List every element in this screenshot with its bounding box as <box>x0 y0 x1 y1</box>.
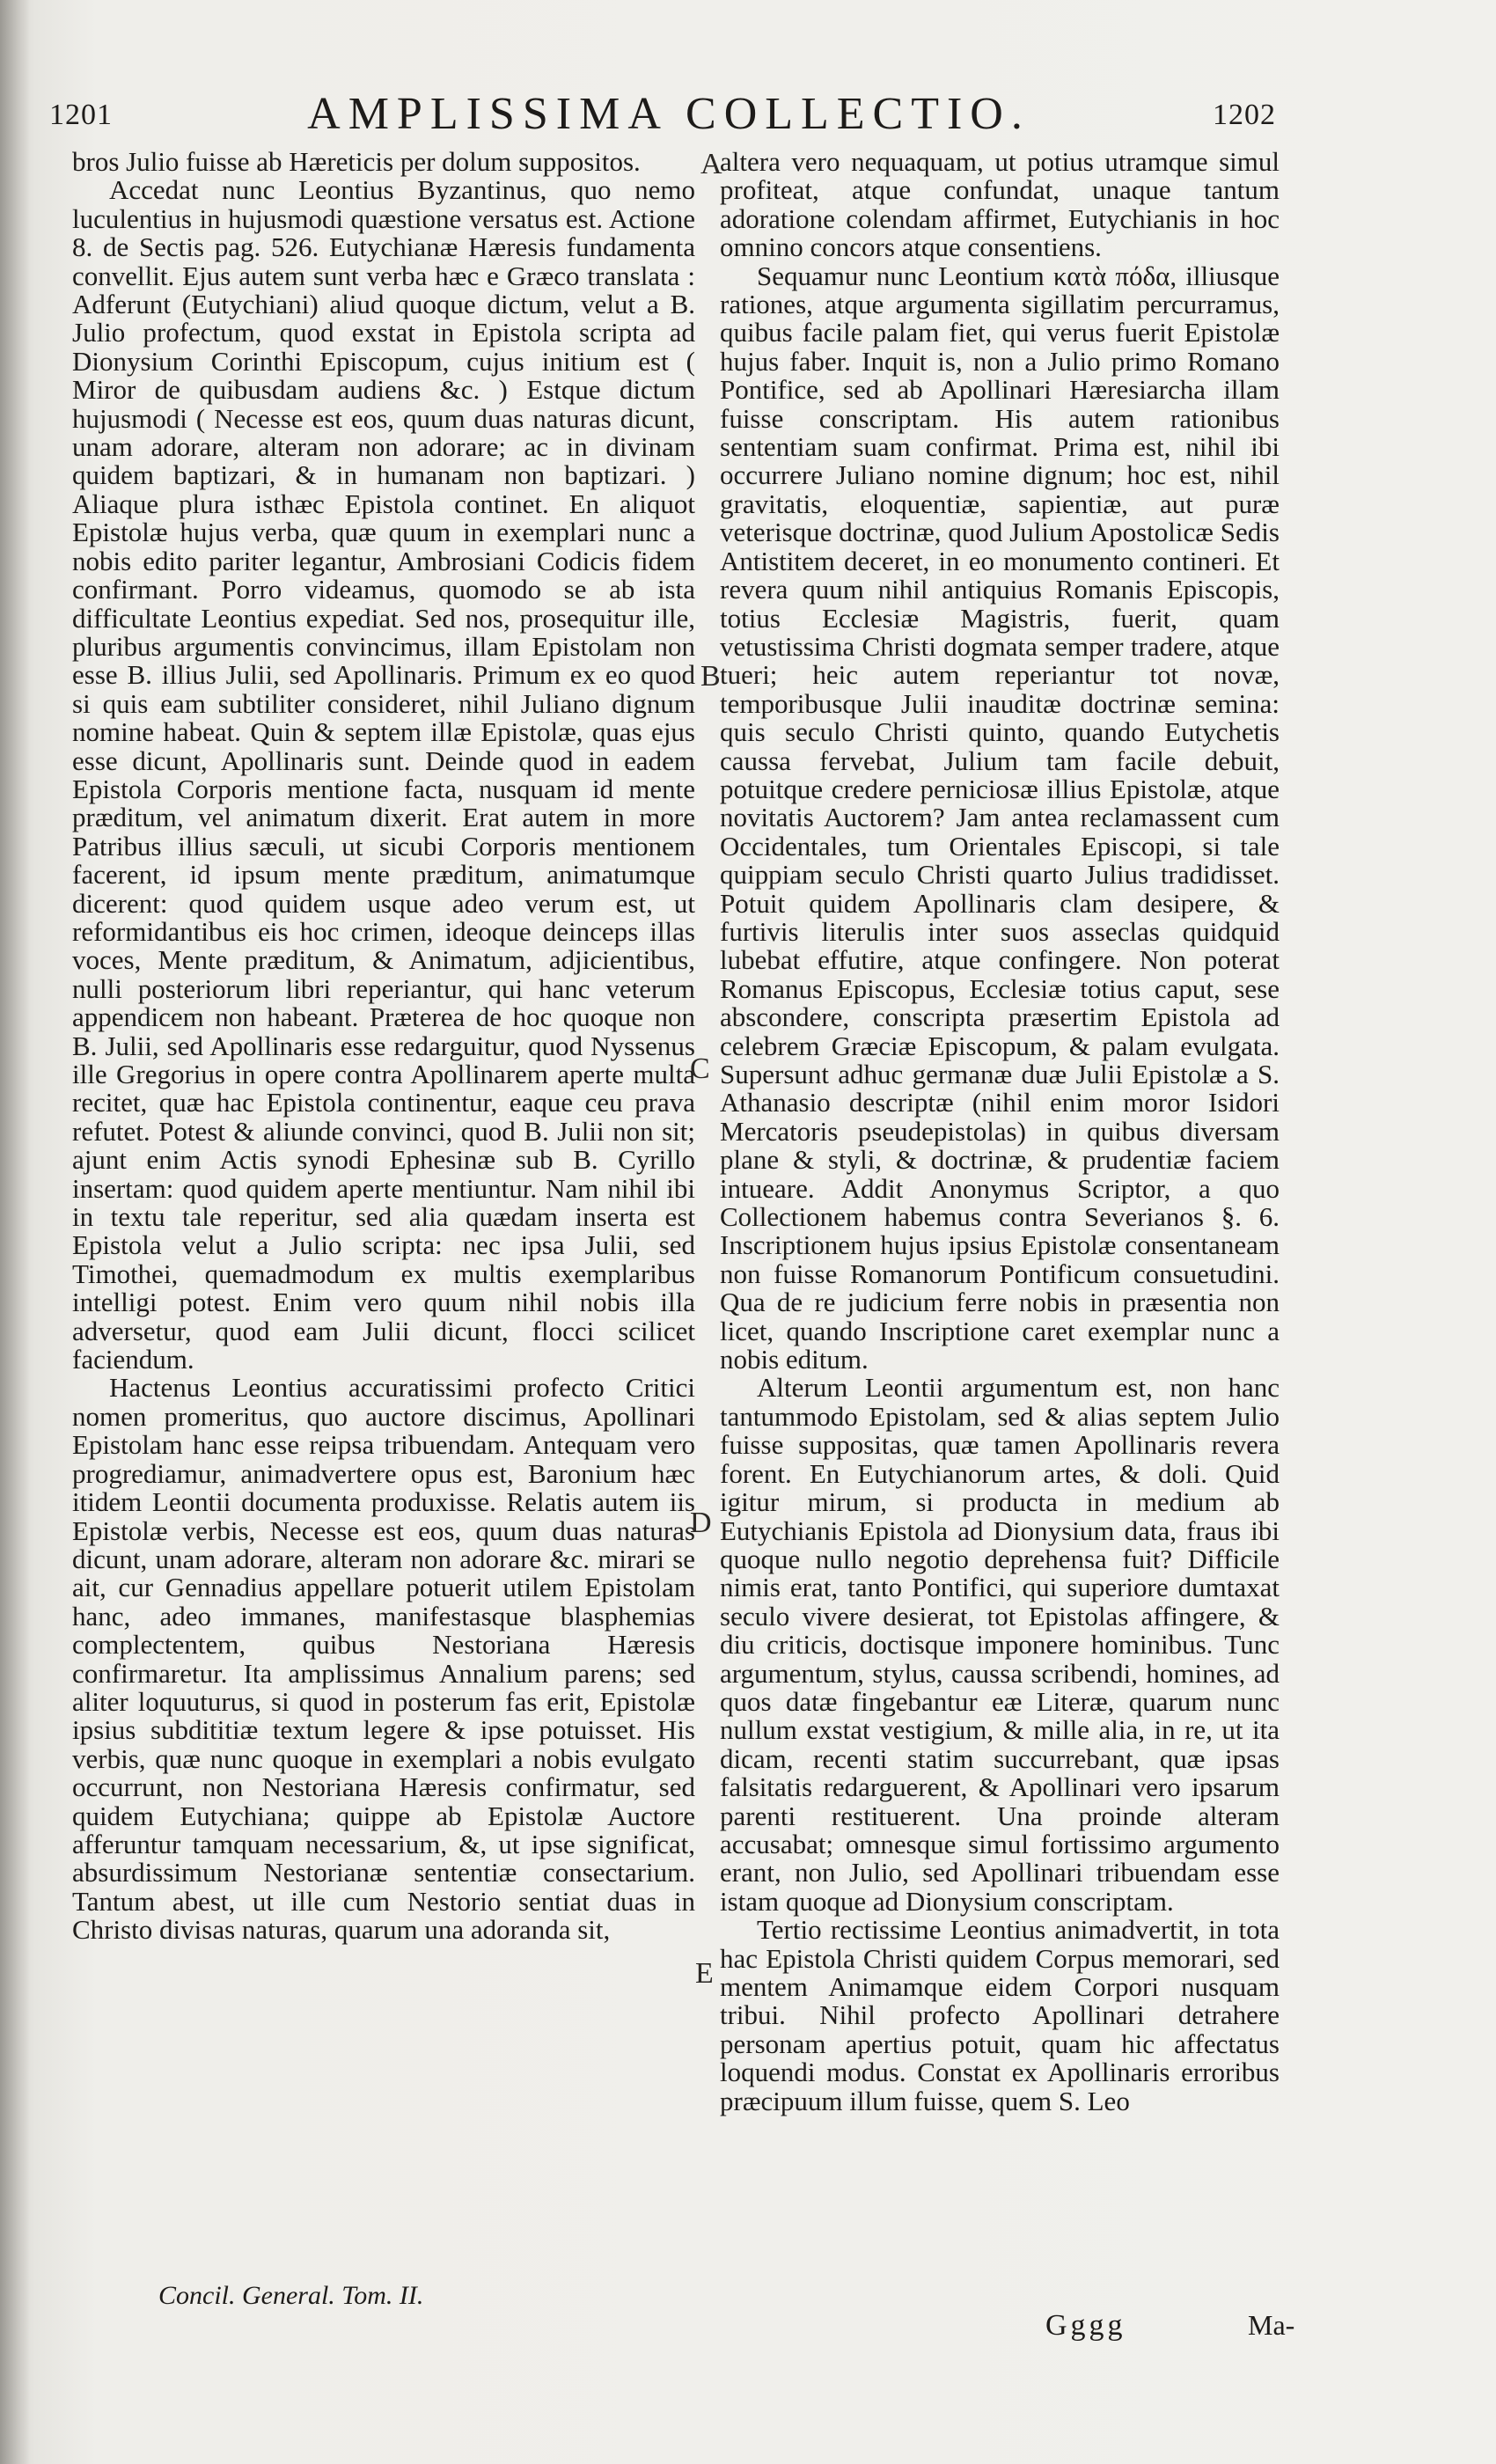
right-paragraph-3: Alterum Leontii argumentum est, non hanc tantummodo Epistolam, sed & alias septem Julio fuisse suppositas, quæ tamen Apollinaris revera forent. En Eutychianorum artes, & doli. Quid igitur mirum, si producta in medium ab Eutychianis Epistola ad Dionysium data, fraus ibi quoque nullo negotio deprehensa fuit? Difficile nimis erat, tanto Pontifici, qui superiore dumtaxat seculo vivere desierat, tot Epistolas affingere, & diu criticis, doctisque imponere hominibus. Tunc argumentum, stylus, caussa scribendi, homines, ad quos datæ fingebantur eæ Literæ, quarum nunc nullum exstat vestigium, & mille alia, in re, ut ita dicam, recenti statim succurrebant, quæ ipsas falsitatis redarguerent, & Apollinari vero ipsarum parenti restituerent. Una proinde alteram accusabat; omnesque simul fortissimo argumento erant, non Julio, sed Apollinari tribuendam esse istam quoque ad Dionysium conscriptam. <box>720 1372 1280 1917</box>
left-column <box>72 148 695 1945</box>
running-head-title: AMPLISSIMA COLLECTIO. <box>307 89 1030 139</box>
left-paragraph-3: Hactenus Leontius accuratissimi profecto Critici nomen promeritus, quo auctore discimus, Apollinari Epistolam hanc esse reipsa tribuendam. Antequam vero progrediamur, animadvertere opus est, Baronium hæc itidem Leontii documenta produxisse. Relatis autem iis Epistolæ verbis, Necesse est eos, quum duas naturas dicunt, unam adorare, alteram non adorare &c. mirari se ait, cur Gennadius appellare potuerit utilem Epistolam hanc, adeo immanes, manifestasque blasphemias complectentem, quibus Nestoriana Hæresis confirmaretur. Ita amplissimus Annalium parens; sed aliter loquuturus, si quod in posterum fas erit, Epistolæ ipsius subdititiæ textum legere & ipse potuisset. His verbis, quæ nunc quoque in exemplari a nobis evulgato occurrunt, non Nestoriana Hæresis confirmatur, sed quidem Eutychiana; quippe ab Epistolæ Auctore afferuntur tamquam necessarium, &, ut ipse significat, absurdissimum Nestorianæ sententiæ consectarium. Tantum abest, ut ille cum Nestorio sentiat duas in Christo divisas naturas, quarum una adoranda sit, <box>72 1372 695 1946</box>
footer-signature-mark: Gggg <box>1045 2309 1126 2342</box>
footer-catchword: Ma- <box>1248 2309 1295 2341</box>
left-paragraph-2: Accedat nunc Leontius Byzantinus, quo nemo luculentius in hujusmodi quæstione versatus est. Actione 8. de Sectis pag. 526. Eutychianæ Hæresis fundamenta convellit. Ejus autem sunt verba hæc e Græco translata : Adferunt (Eutychiani) aliud quoque dictum, velut a B. Julio profectum, quod exstat in Epistola scripta ad Dionysium Corinthi Episcopum, cujus initium est ( Miror de quibusdam audiens &c. ) Estque dictum hujusmodi ( Necesse est eos, quum duas naturas dicunt, unam adorare, alteram non adorare; ac in divinam quidem baptizari, & in humanam non baptizari. ) Aliaque plura isthæc Epistola continet. En aliquot Epistolæ hujus verba, quæ quum in exemplari nunc a nobis edito pariter legantur, Ambrosiani Codicis fidem confirmant. Porro videamus, quomodo se ab ista difficultate Leontius expediat. Sed nos, prosequitur ille, pluribus argumentis convincimus, illam Epistolam non esse B. illius Julii, sed Apollinaris. Primum ex eo quod si quis eam subtiliter consideret, nihil Juliano dignum nomine habeat. Quin & septem illæ Epistolæ, quas ejus esse dicunt, Apollinaris sunt. Deinde quod in eadem Epistola Corporis mentione facta, nusquam id mente præditum, vel animatum dixerit. Erat autem in more Patribus illius sæculi, ut sicubi Corporis mentionem facerent, id ipsum mente præditum, animatumque dicerent: quod quidem usque adeo verum est, ut reformidantibus eis hoc crimen, ideoque deinceps illas voces, Mente præditum, & Animatum, adjicientibus, nulli posteriorum libri reperiantur, qui hanc veterum appendicem non habeant. Præterea de hoc quoque non B. Julii, sed Apollinaris esse redarguitur, quod Nyssenus ille Gregorius in opere contra Apollinarem aperte multa recitet, quæ hac Epistola continentur, eaque ceu prava refutet. Potest & aliunde convinci, quod B. Julii non sit; ajunt enim Actis synodi Ephesinæ sub B. Cyrillo insertam: quod quidem aperte mentiuntur. Nam nihil ibi in textu tale reperitur, sed alia quædam inserta est Epistola velut a Julio scripta: nec ipsa Julii, sed Timothei, quemadmodum ex multis exemplaribus intelligi potest. Enim vero quum nihil nobis illa adversetur, quod eam Julii dicunt, flocci scilicet faciendum. <box>72 174 695 1375</box>
right-paragraph-4: Tertio rectissime Leontius animadvertit, in tota hac Epistola Christi quidem Corpus memorari, sed mentem Animamque eidem Corpori nusquam tribui. Nihil profecto Apollinari detrahere personam apertius potuit, quam hic affectatus loquendi modus. Constat ex Apollinaris erroribus præcipuum illum fuisse, quem S. Leo <box>720 1914 1280 2116</box>
margin-letter-b: B <box>700 660 721 693</box>
footer-volume-reference: Concil. General. Tom. II. <box>158 2281 424 2310</box>
right-paragraph-1: altera vero nequaquam, ut potius utramque simul profiteat, atque confundat, unaque tantum adoratione colendam affirmet, Eutychianis in hoc omnino concors atque consentiens. <box>720 146 1280 263</box>
margin-letter-c: C <box>690 1052 710 1085</box>
page-number-left: 1201 <box>49 99 113 131</box>
page-number-right: 1202 <box>1213 99 1276 131</box>
left-paragraph-1: bros Julio fuisse ab Hæreticis per dolum suppositos. <box>72 146 641 177</box>
margin-letter-d: D <box>690 1507 712 1539</box>
right-paragraph-2: Sequamur nunc Leontium κατὰ πόδα, illiusque rationes, atque argumenta sigillatim percurramus, quibus facile palam fiet, qui verus fuerit Epistolæ hujus faber. Inquit is, non a Julio primo Romano Pontifice, sed ab Apollinari Hæresiarcha illam fuisse conscriptam. His autem rationibus sententiam suam confirmat. Prima est, nihil ibi occurrere Juliano nomine dignum; hoc est, nihil gravitatis, eloquentiæ, sapientiæ, aut puræ veterisque doctrinæ, quod Julium Apostolicæ Sedis Antistitem deceret, in eo monumento contineri. Et revera quum nihil antiquius Romanis Episcopis, totius Ecclesiæ Magistris, fuerit, quam vetustissima Christi dogmata semper tradere, atque tueri; heic autem reperiantur tot novæ, temporibusque Julii inauditæ doctrinæ semina: quis seculo Christi quinto, quando Eutychetis caussa fervebat, Julium tam facile debuit, potuitque credere perniciosæ illius Epistolæ, atque novitatis Auctorem? Jam antea reclamassent cum Occidentales, tum Orientales Episcopi, si tale quippiam seculo Christi quarto Julius tradidisset. Potuit quidem Apollinaris clam desipere, & furtivis literulis inter suos asseclas quidquid lubebat effutire, atque confingere. Non poterat Romanus Episcopus, Ecclesiæ totius caput, sese abscondere, conscripta præsertim Epistola ad celebrem Græciæ Episcopum, & palam evulgata. Supersunt adhuc germanæ duæ Julii Epistolæ a S. Athanasio descriptæ (nihil enim moror Isidori Mercatoris pseudepistolas) in quibus diversam plane & styli, & doctrinæ, & prudentiæ faciem intueare. Addit Anonymus Scriptor, a quo Collectionem habemus contra Severianos §. 6. Inscriptionem hujus ipsius Epistolæ consentaneam non fuisse Romanorum Pontificum consuetudini. Qua de re judicium ferre nobis in præsentia non licet, quando Inscriptione caret exemplar nunc a nobis editum. <box>720 260 1280 1375</box>
margin-letter-e: E <box>695 1957 714 1990</box>
right-column <box>720 148 1280 2116</box>
margin-letter-a: A <box>700 148 722 180</box>
binding-shadow <box>0 0 30 2464</box>
